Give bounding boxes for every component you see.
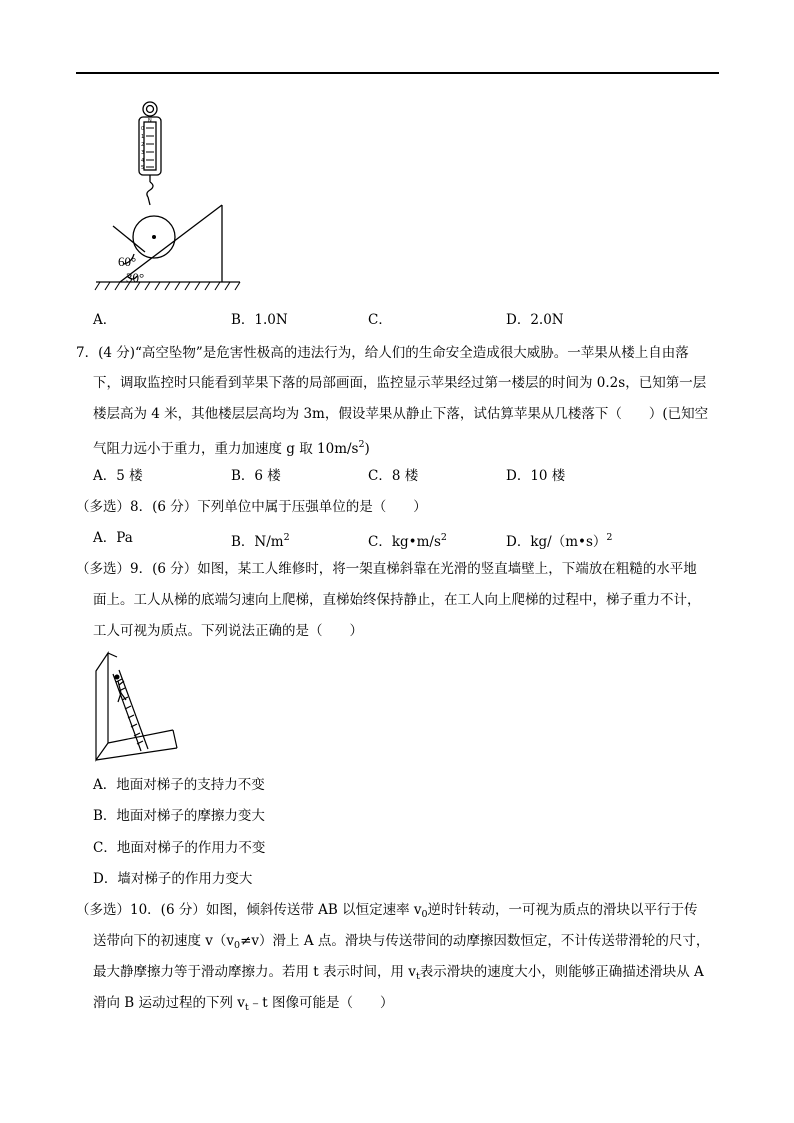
q10-line3-end: 表示滑块的速度大小，则能够正确描述滑块从 A (419, 964, 704, 980)
q10-line2-text: 送带向下的初速度 v（v (93, 933, 235, 949)
q7-line1: 7．(4 分)“高空坠物”是危害性极高的违法行为，给人们的生命安全造成很大威胁。一苹果从楼上自由落 (76, 345, 689, 361)
q9-line3: 工人可视为质点。下列说法正确的是（ ） (93, 623, 363, 639)
q7-option-a: A．5 楼 (93, 468, 143, 484)
scale-mark: 2 (141, 142, 145, 148)
q7-option-b: B．6 楼 (231, 468, 281, 484)
q8-option-b-text: B．N/m (231, 534, 284, 550)
q10-line1-sub: 0 (421, 909, 428, 920)
q8-option-b-sup: 2 (283, 532, 290, 543)
q10-line4-end: ﹣t 图像可能是（ ） (248, 995, 394, 1011)
q9-option-a: A．地面对梯子的支持力不变 (93, 777, 265, 793)
q7-line4 (93, 436, 370, 458)
q7-line2: 下，调取监控时只能看到苹果下落的局部画面，监控显示苹果经过第一楼层的时间为 0.2s，已知第一层 (93, 375, 707, 391)
angle-30-label: 30° (126, 270, 145, 285)
q6-option-d: D．2.0N (506, 312, 564, 328)
q10-line1-end: 逆时针转动，一可视为质点的滑块以平行于传 (427, 902, 698, 918)
q7-option-c: C．8 楼 (368, 468, 419, 484)
q10-line4-text: 滑向 B 运动过程的下列 v (93, 995, 245, 1011)
q8-option-c-text: C．kg•m/s (368, 534, 441, 550)
q10-line4-sub: t (244, 1002, 249, 1013)
q7-line3: 楼层高为 4 米，其他楼层层高均为 3m，假设苹果从静止下落，试估算苹果从几楼落下（ ）(已知空 (93, 406, 709, 422)
q7-line4-text: 气阻力远小于重力，重力加速度 g 取 10m/s (93, 441, 359, 457)
q6-option-a: A． (93, 312, 117, 328)
scale-mark: 5 (141, 165, 145, 171)
q10-line4 (93, 994, 393, 1017)
q9-option-d: D．墙对梯子的作用力变大 (93, 871, 253, 887)
q7-line4-sup: 2 (358, 439, 365, 450)
header-rule (76, 72, 719, 74)
q7-line4-end: ) (364, 441, 370, 457)
scale-mark: 3 (141, 150, 145, 156)
q8-line1: （多选）8．(6 分）下列单位中属于压强单位的是（ ） (76, 499, 427, 515)
q9-ladder-figure (93, 648, 188, 763)
q10-line3-text: 最大静摩擦力等于滑动摩擦力。若用 t 表示时间，用 v (93, 964, 416, 980)
q8-option-d-text: D．kg/（m•s） (506, 534, 607, 550)
q9-line1: （多选）9．(6 分）如图，某工人维修时，将一架直梯斜靠在光滑的竖直墙壁上，下端放在粗糙的水平地 (76, 561, 697, 577)
q8-option-d-sup: 2 (606, 532, 613, 543)
q6-spring-scale-figure (90, 100, 270, 300)
scale-mark: 0 (141, 126, 145, 132)
q8-option-a: A．Pa (93, 530, 133, 546)
q7-option-d: D．10 楼 (506, 468, 566, 484)
angle-60-label: 60° (118, 254, 137, 269)
q10-line1-text: （多选）10．(6 分）如图，倾斜传送带 AB 以恒定速率 v (76, 902, 422, 918)
q10-line3-sub: t (415, 971, 420, 982)
q10-line1 (76, 901, 698, 924)
q6-option-b: B．1.0N (231, 312, 288, 328)
q6-option-c: C． (368, 312, 392, 328)
q9-line2: 面上。工人从梯的底端匀速向上爬梯，直梯始终保持静止，在工人向上爬梯的过程中，梯子重力不计， (93, 592, 701, 608)
scale-mark: 1 (141, 134, 145, 140)
q8-option-c (368, 529, 447, 551)
q10-line2 (93, 932, 709, 955)
q8-option-d (506, 529, 612, 551)
q9-option-b: B．地面对梯子的摩擦力变大 (93, 808, 265, 824)
q10-line3 (93, 963, 704, 986)
q8-option-c-sup: 2 (440, 532, 447, 543)
q10-line2-end: ≠v）滑上 A 点。滑块与传送带间的动摩擦因数恒定，不计传送带滑轮的尺寸， (240, 933, 710, 949)
scale-unit-label: N (148, 118, 152, 124)
q10-line2-sub: 0 (234, 940, 241, 951)
q9-option-c: C．地面对梯子的作用力不变 (93, 840, 266, 856)
q8-option-b (231, 529, 290, 551)
scale-mark: 4 (141, 158, 145, 164)
